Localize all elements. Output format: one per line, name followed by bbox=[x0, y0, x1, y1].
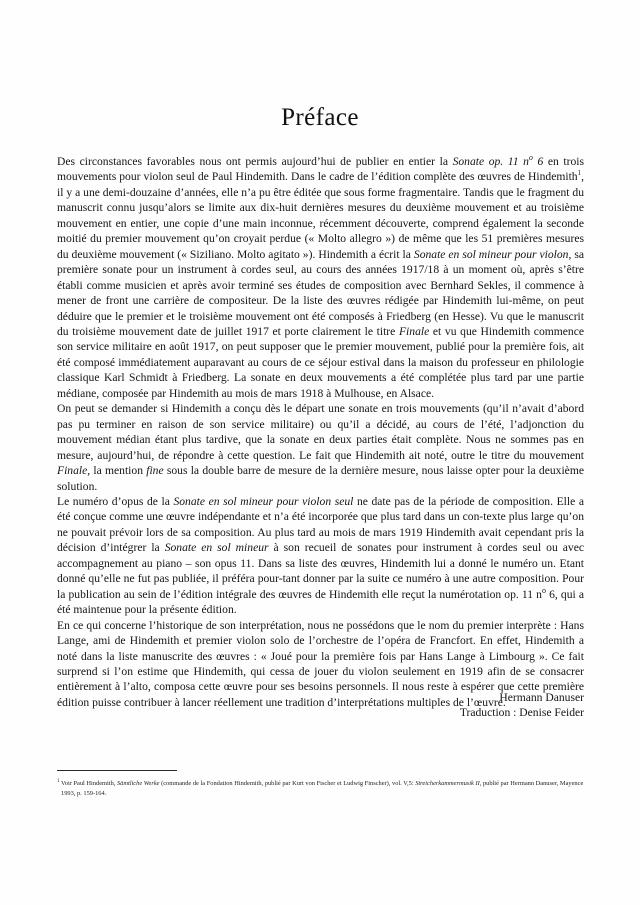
paragraph-1: Des circonstances favorables nous ont permis aujourd’hui de publier en entier la Sonate op. 11 $n^o$ 6 en trois mouvements pour violon seul de Paul Hindemith. Dans le cadre de l’édition complète des œuvres de Hindemith$^1$, il y a une demi-douzaine d’années, elle n’a pu être éditée que sous forme fragmentaire. Tandis que le fragment du manuscrit connu jusqu’alors se limite aux dix-huit dernières mesures du deuxième mouvement et au troisième mouvement en entier, une copie d’une main inconnue, récemment découverte, comprend également la seconde moitié du premier mouvement qu’on croyait perdue (« Molto allegro ») de même que les 51 premières mesures du deuxième mouvement (« Siziliano. Molto agitato »). Hindemith a écrit la Sonate en sol mineur pour violon, sa première sonate pour un instrument à cordes seul, au cours des années 1917/18 à un moment où, après s’être établi comme musicien et après avoir terminé ses études de composition avec Bernhard Sekles, il commence à mener de front une carrière de compositeur. De la liste des œuvres rédigée par Hindemith lui-même, on peut déduire que le premier et le troisième mouvement ont été composés à Friedberg (en Hesse). Vu que le manuscrit du troisième mouvement date de juillet 1917 et porte clairement le titre Finale et vu que Hindemith commence son service militaire en août 1917, on peut supposer que le premier mouvement, publié pour la première fois, ait été composé immédiatement auparavant au cours de ce séjour estival dans la maison du professeur en philologie classique Karl Schmidt à Friedberg. La sonate en deux mouvements a été complétée plus tard par une partie médiane, composée par Hindemith au mois de mars 1918 à Mulhouse, en Alsace. bbox=[57, 153, 585, 400]
signature-translator: Traduction : Denise Feider bbox=[459, 706, 584, 720]
page-title: Préface bbox=[281, 104, 359, 131]
footnote-text: $^1$ Voir Paul Hindemith, Sämtliche Werke (commande de la Fondation Hindemith, publié par Kurt von Fischer et Ludwig Finscher), vol. V,5: Streicherkammermusik II, publié par Hermann Danuser, Mayence 1993, p. 159-164. bbox=[57, 779, 584, 797]
signature-author: Hermann Danuser bbox=[499, 691, 584, 704]
body-text-block bbox=[57, 154, 584, 710]
paragraph-4: En ce qui concerne l’historique de son interprétation, nous ne possédons que le nom du premier interprète : Hans Lange, ami de Hindemith et premier violon solo de l’orchestre de l’opéra de Francfort. En effet, Hindemith a noté dans la liste manuscrite des œuvres : « Joué pour la première fois par Hans Lange à Limbourg ». Ce fait surprend si l’on estime que Hindemith, qui cessa de jouer du violon seulement en 1919 afin de se consacrer entièrement à l’alto, composa cette œuvre pour ses besoins personnels. Il nous reste à espérer que cette première édition puisse contribuer à lancer réellement une tradition d’interprétations multiples de l’œuvre. bbox=[57, 618, 584, 709]
paragraph-3: Le numéro d’opus de la Sonate en sol mineur pour violon seul ne date pas de la période de composition. Elle a été conçue comme une œuvre indépendante et n’a été incorporée que plus tard dans un con-texte plus large qu’on ne pouvait prévoir lors de sa composition. Au plus tard au mois de mars 1919 Hindemith avait cependant pris la décision d’intégrer la Sonate en sol mineur à son recueil de sonates pour instrument à cordes seul ou avec accompagnement au piano – son opus 11. Dans sa liste des œuvres, Hindemith lui a donné le numéro un. Etant donné qu’elle ne fut pas publiée, il préféra pour-tant donner par la suite ce numéro à une autre composition. Pour la publication au sein de l’édition intégrale des œuvres de Hindemith elle reçut la numérotation op. 11 $n^o$ 6, qui a été maintenue pour la présente édition. bbox=[57, 494, 584, 617]
paragraph-2: On peut se demander si Hindemith a conçu dès le départ une sonate en trois mouvements (qu’il n’avait d’abord pas pu terminer en raison de son service militaire) ou qu’il a décidé, au cours de l’été, l’adjonction du mouvement médian étant plus tardive, que la sonate en deux parties était complète. Nous ne sommes pas en mesure, aujourd’hui, de répondre à cette question. Le fait que Hindemith ait noté, outre le titre du mouvement Finale, la mention fine sous la double barre de mesure de la dernière mesure, nous laisse opter pour la deuxième solution. bbox=[57, 402, 584, 493]
footnote-area bbox=[57, 770, 584, 798]
footnote-separator-rule bbox=[57, 770, 177, 771]
signature-block bbox=[57, 690, 584, 721]
